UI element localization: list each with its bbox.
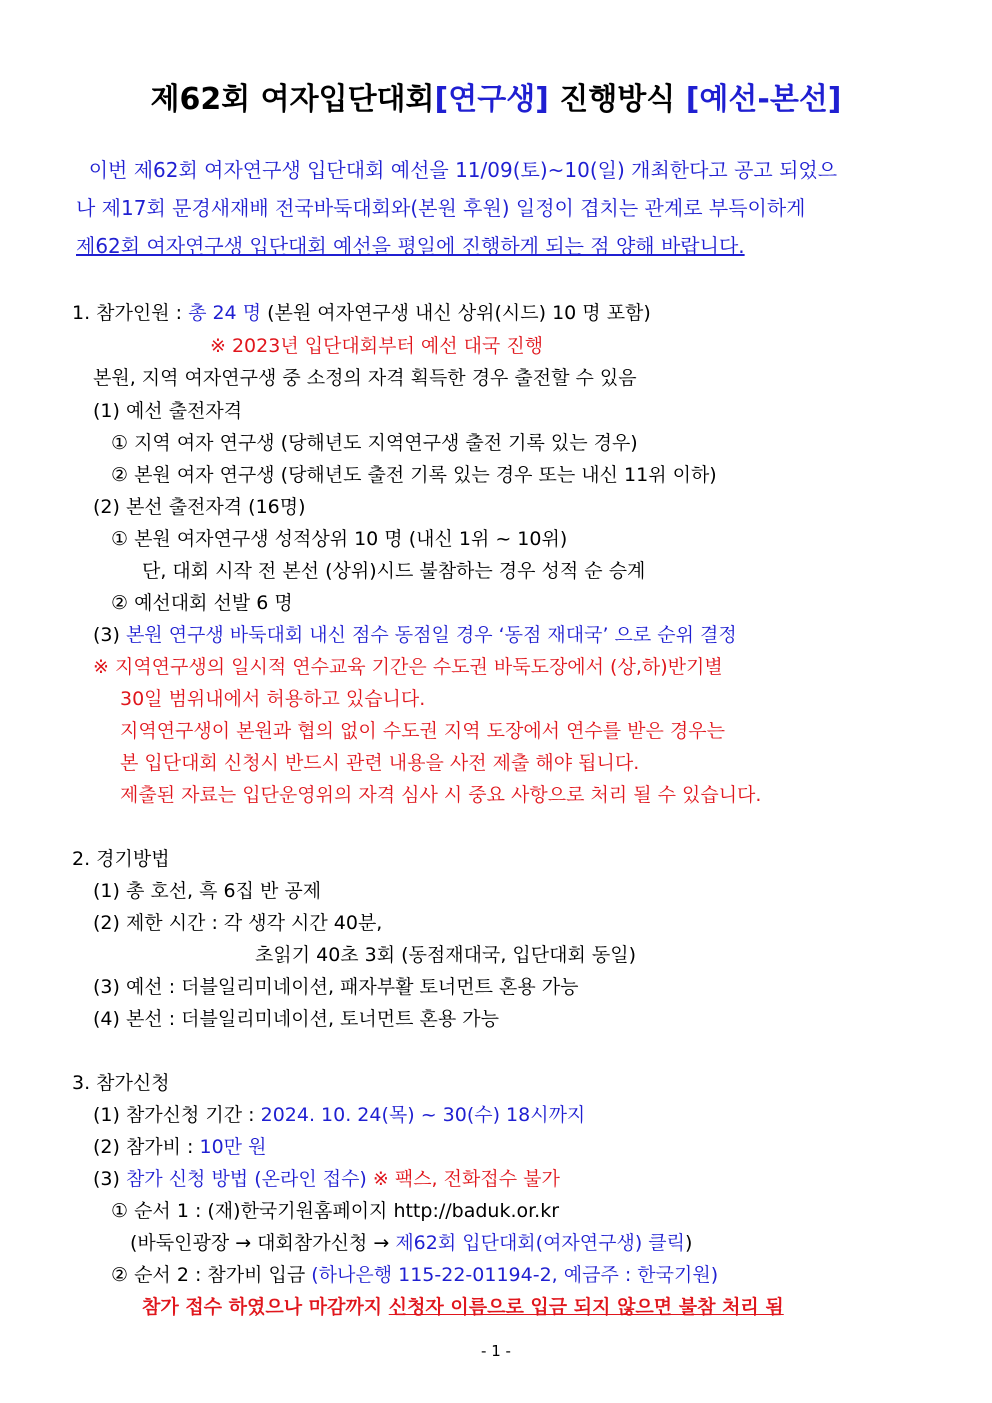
game-rule-3: (3) 예선 : 더블일리미네이션, 패자부활 토너먼트 혼용 가능 bbox=[93, 976, 579, 998]
game-rule-2: (2) 제한 시간 : 각 생각 시간 40분, bbox=[93, 912, 383, 934]
application-period-value: 2024. 10. 24(목) ~ 30(수) 18시까지 bbox=[260, 1104, 586, 1126]
regional-note-1: ※ 지역연구생의 일시적 연수교육 기간은 수도권 바둑도장에서 (상,하)반기별 bbox=[93, 656, 723, 678]
application-period-label: (1) 참가신청 기간 : bbox=[93, 1104, 261, 1126]
title-stage: [예선-본선] bbox=[685, 82, 842, 117]
participant-count: 총 24 명 bbox=[188, 302, 262, 324]
game-rule-1: (1) 총 호선, 흑 6집 반 공제 bbox=[93, 880, 322, 902]
prelim-qualification-heading: (1) 예선 출전자격 bbox=[93, 400, 243, 422]
application-method bbox=[93, 1166, 560, 1192]
section1-label: 1. 참가인원 : bbox=[72, 302, 189, 324]
step-2 bbox=[111, 1262, 718, 1288]
main-qualification-1-note: 단, 대회 시작 전 본선 (상위)시드 불참하는 경우 성적 순 승계 bbox=[142, 560, 646, 582]
section2-heading: 2. 경기방법 bbox=[72, 848, 170, 870]
step-2-label: ② 순서 2 : 참가비 입금 bbox=[111, 1264, 312, 1286]
page-title bbox=[0, 78, 992, 122]
tiebreak-rule bbox=[93, 622, 737, 648]
payment-warning-prefix: 참가 접수 하였으나 마감까지 bbox=[142, 1296, 389, 1318]
application-method-online: 참가 신청 방법 (온라인 접수) bbox=[125, 1168, 367, 1190]
section1-heading bbox=[72, 300, 651, 326]
regional-note-4: 본 입단대회 신청시 반드시 관련 내용을 사전 제출 해야 됩니다. bbox=[120, 752, 640, 774]
entry-fee-value: 10만 원 bbox=[199, 1136, 267, 1158]
payment-warning-emphasis: 신청자 이름으로 입금 되지 않으면 불참 처리 됨 bbox=[388, 1296, 784, 1318]
step-1-path-prefix: (바둑인광장 → 대회참가신청 → bbox=[130, 1232, 396, 1254]
main-qualification-1: ① 본원 여자연구생 성적상위 10 명 (내신 1위 ~ 10위) bbox=[111, 528, 568, 550]
step-1: ① 순서 1 : (재)한국기원홈페이지 http://baduk.or.kr bbox=[111, 1200, 560, 1222]
payment-warning bbox=[142, 1294, 784, 1320]
title-middle: 진행방식 bbox=[548, 82, 686, 117]
intro-line-2: 나 제17회 문경새재배 전국바둑대회와(본원 후원) 일정이 겹치는 관계로 부득이하게 bbox=[76, 196, 806, 220]
entry-fee bbox=[93, 1134, 266, 1160]
regional-note-2: 30일 범위내에서 허용하고 있습니다. bbox=[120, 688, 426, 710]
prelim-qualification-2: ② 본원 여자 연구생 (당해년도 출전 기록 있는 경우 또는 내신 11위 이하) bbox=[111, 464, 717, 486]
application-method-restriction: ※ 팩스, 전화접수 불가 bbox=[366, 1168, 560, 1190]
game-rule-2-byoyomi: 초읽기 40초 3회 (동점재대국, 입단대회 동일) bbox=[255, 944, 636, 966]
title-category: [연구생] bbox=[434, 82, 549, 117]
bank-account-info: (하나은행 115-22-01194-2, 예금주 : 한국기원) bbox=[311, 1264, 719, 1286]
prelim-qualification-1: ① 지역 여자 연구생 (당해년도 지역연구생 출전 기록 있는 경우) bbox=[111, 432, 638, 454]
main-qualification-heading: (2) 본선 출전자격 (16명) bbox=[93, 496, 306, 518]
qualification-text: 본원, 지역 여자연구생 중 소정의 자격 획득한 경우 출전할 수 있음 bbox=[93, 367, 637, 389]
prelim-note: ※ 2023년 입단대회부터 예선 대국 진행 bbox=[210, 335, 544, 357]
main-qualification-2: ② 예선대회 선발 6 명 bbox=[111, 592, 293, 614]
step-1-path-target: 제62회 입단대회(여자연구생) 클릭 bbox=[395, 1232, 685, 1254]
tiebreak-number: (3) bbox=[93, 624, 126, 646]
game-rule-4: (4) 본선 : 더블일리미네이션, 토너먼트 혼용 가능 bbox=[93, 1008, 499, 1030]
application-period bbox=[93, 1102, 585, 1128]
section3-heading: 3. 참가신청 bbox=[72, 1072, 170, 1094]
step-1-path bbox=[130, 1230, 692, 1256]
regional-note-3: 지역연구생이 본원과 협의 없이 수도권 지역 도장에서 연수를 받은 경우는 bbox=[120, 720, 725, 742]
application-method-number: (3) bbox=[93, 1168, 126, 1190]
step-1-path-close: ) bbox=[685, 1232, 693, 1254]
participant-note: (본원 여자연구생 내신 상위(시드) 10 명 포함) bbox=[261, 302, 651, 324]
tiebreak-text: 본원 연구생 바둑대회 내신 점수 동점일 경우 ‘동점 재대국’ 으로 순위 결정 bbox=[125, 624, 737, 646]
entry-fee-label: (2) 참가비 : bbox=[93, 1136, 200, 1158]
page-number: - 1 - bbox=[481, 1342, 511, 1360]
intro-line-3: 제62회 여자연구생 입단대회 예선을 평일에 진행하게 되는 점 양해 바랍니다. bbox=[76, 234, 745, 258]
regional-note-5: 제출된 자료는 입단운영위의 자격 심사 시 중요 사항으로 처리 될 수 있습니다. bbox=[120, 784, 762, 806]
title-main: 제62회 여자입단대회 bbox=[150, 82, 435, 117]
intro-line-1: 이번 제62회 여자연구생 입단대회 예선을 11/09(토)~10(일) 개최한다고 공고 되었으 bbox=[76, 158, 838, 182]
